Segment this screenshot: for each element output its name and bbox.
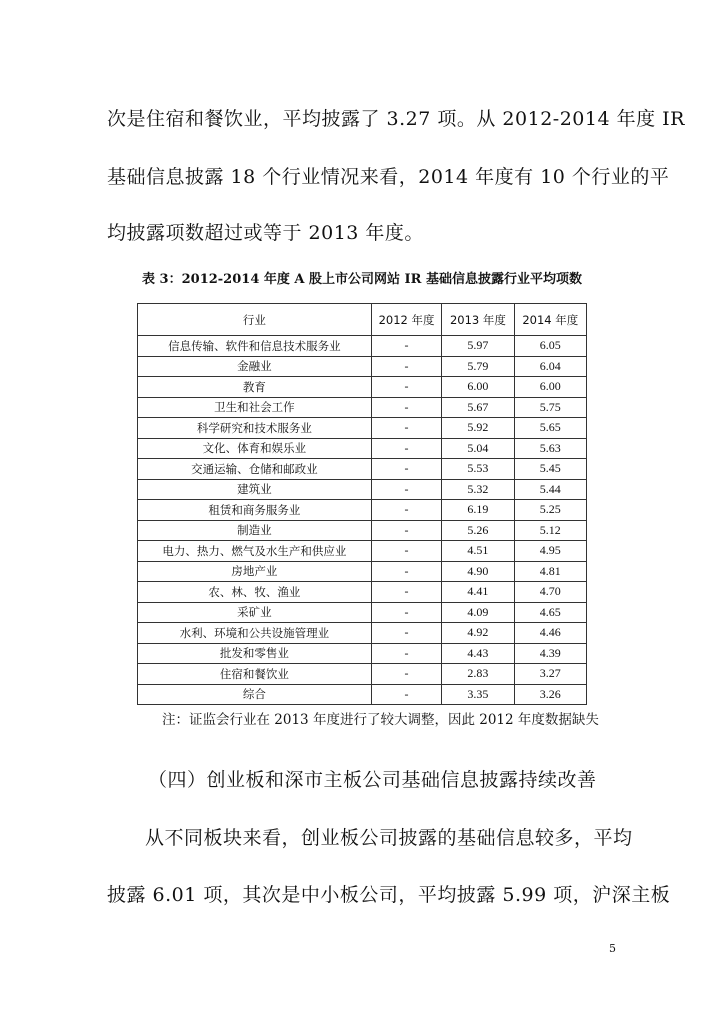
- header-2014: 2014 年度: [514, 304, 586, 336]
- value-cell: -: [371, 500, 441, 521]
- value-cell: -: [371, 582, 441, 603]
- body-line-4: 从不同板块来看，创业板公司披露的基础信息较多，平均: [145, 827, 633, 849]
- value-cell: 5.44: [514, 479, 586, 500]
- industry-cell: 住宿和餐饮业: [138, 664, 372, 685]
- value-cell: -: [371, 541, 441, 562]
- table-row: [138, 582, 587, 603]
- value-cell: 4.09: [442, 602, 514, 623]
- body-line-1: 次是住宿和餐饮业，平均披露了 3.27 项。从 2012-2014 年度 IR: [107, 108, 685, 130]
- industry-cell: 综合: [138, 684, 372, 705]
- table-row: [138, 438, 587, 459]
- industry-cell: 电力、热力、燃气及水生产和供应业: [138, 541, 372, 562]
- industry-cell: 房地产业: [138, 561, 372, 582]
- table-row: [138, 356, 587, 377]
- value-cell: 5.67: [442, 397, 514, 418]
- table-body: [138, 336, 587, 705]
- value-cell: 4.46: [514, 623, 586, 644]
- value-cell: -: [371, 397, 441, 418]
- value-cell: 4.39: [514, 643, 586, 664]
- value-cell: 6.05: [514, 336, 586, 357]
- body-line-2: 基础信息披露 18 个行业情况来看，2014 年度有 10 个行业的平: [107, 166, 670, 188]
- table-row: [138, 623, 587, 644]
- table-row: [138, 459, 587, 480]
- industry-cell: 信息传输、软件和信息技术服务业: [138, 336, 372, 357]
- table-row: [138, 377, 587, 398]
- value-cell: 5.12: [514, 520, 586, 541]
- table-row: [138, 561, 587, 582]
- value-cell: 3.26: [514, 684, 586, 705]
- header-2012: 2012 年度: [371, 304, 441, 336]
- table-row: [138, 520, 587, 541]
- value-cell: 4.81: [514, 561, 586, 582]
- value-cell: -: [371, 561, 441, 582]
- body-line-5: 披露 6.01 项，其次是中小板公司，平均披露 5.99 项，沪深主板: [107, 884, 671, 906]
- value-cell: 5.75: [514, 397, 586, 418]
- page-number: 5: [609, 942, 616, 955]
- value-cell: 5.53: [442, 459, 514, 480]
- industry-cell: 教育: [138, 377, 372, 398]
- value-cell: 2.83: [442, 664, 514, 685]
- value-cell: -: [371, 336, 441, 357]
- value-cell: -: [371, 479, 441, 500]
- header-2013: 2013 年度: [442, 304, 514, 336]
- value-cell: 5.32: [442, 479, 514, 500]
- table-row: [138, 602, 587, 623]
- value-cell: 6.00: [514, 377, 586, 398]
- industry-cell: 建筑业: [138, 479, 372, 500]
- table-caption: 表 3：2012-2014 年度 A 股上市公司网站 IR 基础信息披露行业平均项数: [142, 272, 582, 287]
- value-cell: 5.04: [442, 438, 514, 459]
- industry-cell: 采矿业: [138, 602, 372, 623]
- value-cell: 5.65: [514, 418, 586, 439]
- value-cell: 4.43: [442, 643, 514, 664]
- value-cell: -: [371, 418, 441, 439]
- table-row: [138, 397, 587, 418]
- industry-table: [137, 303, 587, 705]
- table-row: [138, 541, 587, 562]
- value-cell: 4.70: [514, 582, 586, 603]
- table-row: [138, 643, 587, 664]
- value-cell: 6.19: [442, 500, 514, 521]
- value-cell: -: [371, 438, 441, 459]
- table-row: [138, 418, 587, 439]
- value-cell: -: [371, 684, 441, 705]
- table-row: [138, 479, 587, 500]
- industry-cell: 租赁和商务服务业: [138, 500, 372, 521]
- value-cell: -: [371, 643, 441, 664]
- value-cell: 6.00: [442, 377, 514, 398]
- value-cell: 3.35: [442, 684, 514, 705]
- table-note: 注：证监会行业在 2013 年度进行了较大调整，因此 2012 年度数据缺失: [162, 712, 599, 728]
- value-cell: -: [371, 377, 441, 398]
- table-row: [138, 684, 587, 705]
- value-cell: 3.27: [514, 664, 586, 685]
- value-cell: 5.79: [442, 356, 514, 377]
- industry-cell: 批发和零售业: [138, 643, 372, 664]
- value-cell: 4.41: [442, 582, 514, 603]
- value-cell: -: [371, 623, 441, 644]
- section-heading: （四）创业板和深市主板公司基础信息披露持续改善: [148, 769, 597, 791]
- value-cell: 4.92: [442, 623, 514, 644]
- industry-cell: 金融业: [138, 356, 372, 377]
- value-cell: 5.45: [514, 459, 586, 480]
- value-cell: -: [371, 356, 441, 377]
- industry-cell: 水利、环境和公共设施管理业: [138, 623, 372, 644]
- value-cell: 5.63: [514, 438, 586, 459]
- industry-cell: 文化、体育和娱乐业: [138, 438, 372, 459]
- value-cell: 4.90: [442, 561, 514, 582]
- value-cell: -: [371, 520, 441, 541]
- industry-cell: 科学研究和技术服务业: [138, 418, 372, 439]
- table-header-row: [138, 304, 587, 336]
- industry-cell: 卫生和社会工作: [138, 397, 372, 418]
- value-cell: -: [371, 602, 441, 623]
- header-industry: 行业: [138, 304, 372, 336]
- industry-cell: 制造业: [138, 520, 372, 541]
- table-row: [138, 500, 587, 521]
- value-cell: 4.65: [514, 602, 586, 623]
- value-cell: 5.92: [442, 418, 514, 439]
- table-row: [138, 664, 587, 685]
- value-cell: 5.97: [442, 336, 514, 357]
- value-cell: 6.04: [514, 356, 586, 377]
- value-cell: -: [371, 664, 441, 685]
- table-row: [138, 336, 587, 357]
- value-cell: 5.26: [442, 520, 514, 541]
- industry-cell: 农、林、牧、渔业: [138, 582, 372, 603]
- body-line-3: 均披露项数超过或等于 2013 年度。: [107, 222, 424, 244]
- value-cell: 4.51: [442, 541, 514, 562]
- industry-cell: 交通运输、仓储和邮政业: [138, 459, 372, 480]
- value-cell: 5.25: [514, 500, 586, 521]
- value-cell: -: [371, 459, 441, 480]
- value-cell: 4.95: [514, 541, 586, 562]
